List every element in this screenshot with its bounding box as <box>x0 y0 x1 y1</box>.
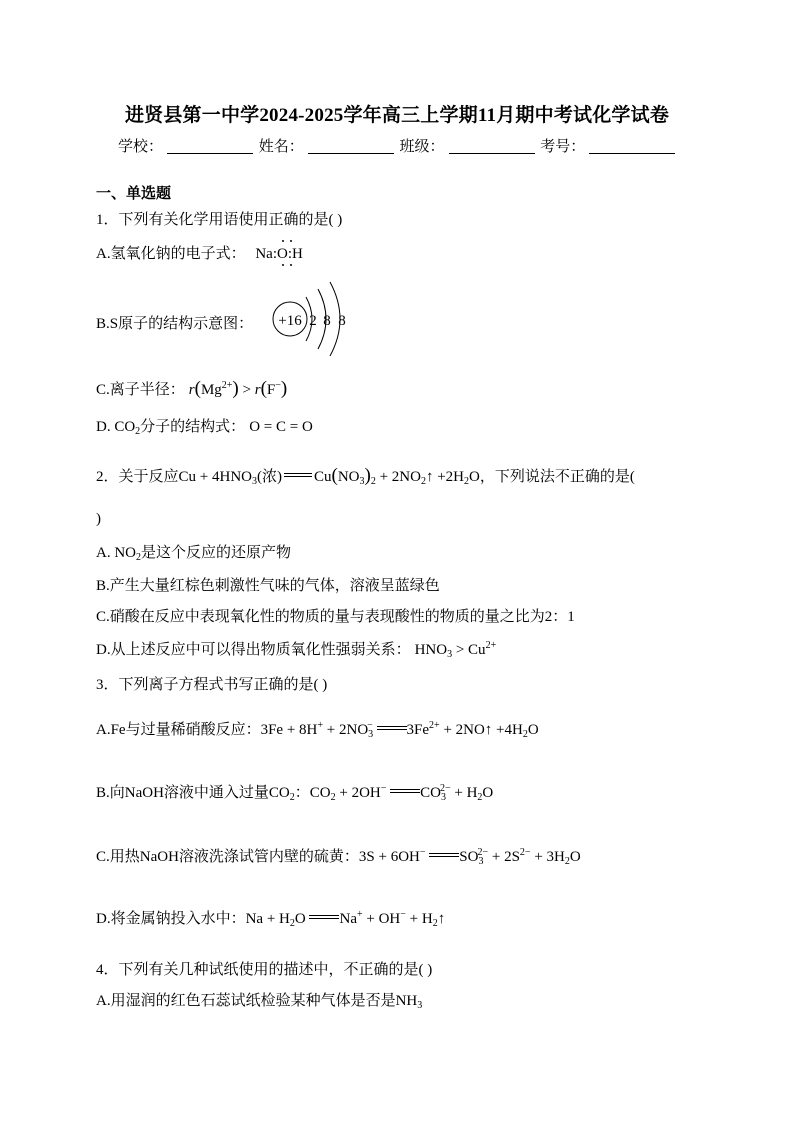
oxidizer-comparison: > Cu <box>452 642 486 658</box>
option-d-text: D.从上述反应中可以得出物质氧化性强弱关系： <box>96 642 411 658</box>
name-label: 姓名： <box>258 139 304 155</box>
option-a-text: A.Fe与过量稀硝酸反应： <box>96 722 261 738</box>
f-ion: F <box>266 382 276 398</box>
question-1-option-c: C.离子半径： $r(Mg^{2+}) > r(F^-)$ <box>96 378 288 399</box>
shell-2-electrons: 8 <box>323 313 331 329</box>
section-heading: 一、单选题 <box>96 186 172 202</box>
option-d-text: D.将金属钠投入水中： <box>96 911 246 927</box>
question-3-option-c <box>96 845 581 866</box>
option-c-text: C.用热NaOH溶液洗涤试管内壁的硫黄： <box>96 849 359 865</box>
question-2-stem-start: 2．关于反应 <box>96 469 179 485</box>
question-3-option-b: B.向NaOH溶液中通入过量$CO_2$：$CO_2 + 2OH^-$ $CO_3^{2-} + H_2O$ <box>96 783 494 803</box>
option-a-text: A.用湿润的红色石蕊试纸检验某种气体是否是NH <box>96 993 418 1009</box>
question-2-stem <box>96 465 635 487</box>
question-1-stem: 1．下列有关化学用语使用正确的是( ) <box>96 212 343 228</box>
question-3-option-d <box>96 907 445 928</box>
question-2-option-d: D.从上述反应中可以得出物质氧化性强弱关系： $HNO_3 > Cu^{2+}$ <box>96 640 497 660</box>
school-label: 学校： <box>118 139 164 155</box>
question-1-option-b <box>96 312 253 333</box>
question-4-stem: 4．下列有关几种试纸使用的描述中，不正确的是( ) <box>96 962 433 978</box>
class-blank <box>449 139 535 154</box>
option-b-colon: ： <box>294 785 310 801</box>
exam-title: 进贤县第一中学2024-2025学年高三上学期11月期中考试化学试卷 <box>124 105 670 126</box>
option-d-text: 分子的结构式： <box>140 419 246 435</box>
question-4-option-a <box>96 989 422 1010</box>
question-2-option-c: C.硝酸在反应中表现氧化性的物质的量与表现酸性的物质的量之比为2：1 <box>96 609 575 625</box>
option-b-text: B.向NaOH溶液中通入过量CO <box>96 785 290 801</box>
option-d-co2: D. CO <box>96 419 136 435</box>
shell-1-electrons: 2 <box>309 313 317 329</box>
option-a-equation: $3Fe + 8H^+ + 2NO_3^-$ $3Fe^{2+}$ + 2NO↑ $+4H_2O$ <box>260 720 539 740</box>
shell-3-electrons: 8 <box>338 313 346 329</box>
exam-number-label: 考号： <box>540 139 586 155</box>
option-c-equation: 3S + 6OH− $SO_3^{2-} + 2S^{2-} + 3H_2O$ <box>358 847 581 867</box>
structural-formula: O = C = O <box>249 419 313 435</box>
option-d-equation: $Na + H_2O$ $Na^+ + OH^- + H_2↑$ <box>245 909 446 929</box>
name-blank <box>308 139 394 154</box>
lone-pair-dots <box>278 239 298 269</box>
school-blank <box>167 139 253 154</box>
question-1-option-d <box>96 415 313 436</box>
f-charge: − <box>275 380 281 391</box>
option-a-text: A.氢氧化钠的电子式： <box>96 246 246 262</box>
question-3-option-a <box>96 718 539 739</box>
exam-number-blank <box>589 139 675 154</box>
electron-formula <box>255 246 303 262</box>
question-2-stem-end: ，下列说法不正确的是( <box>479 469 635 485</box>
oxidizer-formula: HNO <box>414 642 448 658</box>
question-2-option-a: A. $NO_2$是这个反应的还原产物 <box>96 545 292 563</box>
nh3-subscript: 3 <box>417 1000 423 1011</box>
electron-formula-text: Na:O:H <box>255 246 303 262</box>
question-2-option-b: B.产生大量红棕色刺激性气味的气体，溶液呈蓝绿色 <box>96 578 440 594</box>
sulfur-atom-diagram <box>268 280 368 360</box>
mg-ion: Mg <box>200 382 222 398</box>
option-b-text: B.S原子的结构示意图： <box>96 316 254 332</box>
student-info-line <box>118 135 677 156</box>
co2-subscript: 2 <box>135 426 141 437</box>
class-label: 班级： <box>399 139 445 155</box>
mg-charge: 2+ <box>221 380 233 391</box>
question-2-stem-continued: ) <box>96 511 101 527</box>
question-3-stem: 3．下列离子方程式书写正确的是( ) <box>96 677 328 693</box>
question-1-option-a <box>96 242 303 263</box>
reaction-equation: $Cu + 4HNO_3$(浓) $Cu(NO_3)_2$ + $2NO_2↑ +2H_2O$ <box>178 465 480 487</box>
option-a-no2: A. NO <box>96 545 136 561</box>
option-b-equation: $CO_2 + 2OH^-$ $CO_3^{2-} + H_2O$ <box>309 783 494 803</box>
option-a-text: 是这个反应的还原产物 <box>141 545 292 561</box>
option-c-text: C.离子半径： <box>96 382 185 398</box>
nucleus-charge: +16 <box>278 313 302 329</box>
